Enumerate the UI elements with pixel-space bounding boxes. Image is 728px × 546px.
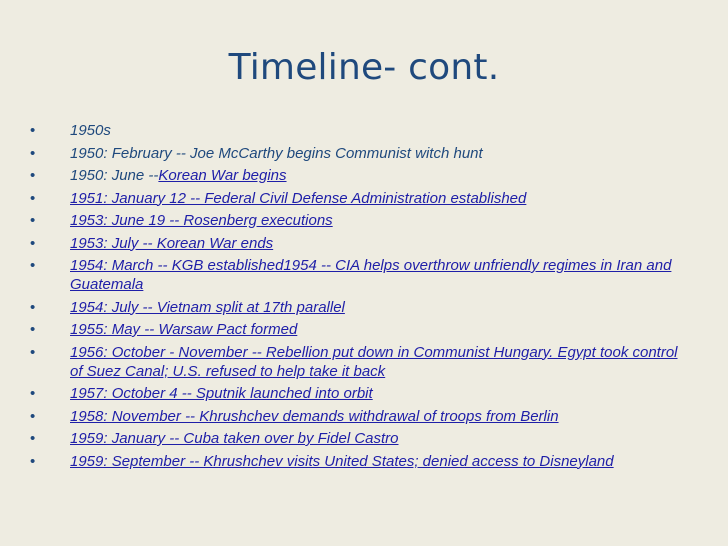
item-link[interactable]: 1954: July -- Vietnam split at 17th parallel — [70, 298, 345, 316]
bullet-icon: • — [30, 212, 36, 229]
item-text: 1950: February -- Joe McCarthy begins Communist witch hunt — [70, 144, 483, 162]
bullet-icon: • — [30, 234, 36, 252]
item-text: 1950s — [70, 122, 111, 139]
item-link[interactable]: 1954: March -- KGB established1954 -- CIA helps overthrow unfriendly regimes in Iran and Guatemala — [70, 257, 672, 293]
bullet-icon: • — [30, 321, 36, 338]
list-item — [30, 452, 690, 471]
list-item — [30, 211, 690, 230]
list-item — [30, 298, 690, 317]
list-item — [30, 121, 690, 140]
item-link[interactable]: 1953: July -- Korean War ends — [70, 234, 274, 252]
item-link[interactable]: 1957: October 4 -- Sputnik launched into orbit — [70, 385, 373, 402]
list-item — [30, 144, 690, 163]
item-link[interactable]: 1959: September -- Khrushchev visits United States; denied access to Disneyland — [70, 452, 614, 470]
bullet-icon: • — [30, 430, 36, 447]
item-link[interactable]: 1958: November -- Khrushchev demands withdrawal of troops from Berlin — [70, 407, 559, 425]
list-item — [30, 320, 690, 339]
list-item — [30, 343, 690, 381]
list-item — [30, 256, 690, 294]
slide-title: Timeline- cont. — [228, 47, 500, 88]
list-item — [30, 234, 690, 253]
item-text: 1950: June -- — [70, 167, 159, 184]
bullet-icon: • — [30, 144, 36, 162]
bullet-icon: • — [30, 167, 36, 184]
item-link[interactable]: 1955: May -- Warsaw Pact formed — [70, 321, 298, 338]
item-link[interactable]: 1956: October - November -- Rebellion put down in Communist Hungary. Egypt took control of Suez Canal; U.S. refused to help take it back — [70, 343, 678, 380]
list-item — [30, 384, 690, 403]
bullet-icon: • — [30, 122, 36, 139]
bullet-icon: • — [30, 452, 36, 470]
bullet-icon: • — [30, 407, 36, 425]
item-link[interactable]: 1951: January 12 -- Federal Civil Defense Administration established — [70, 189, 527, 207]
bullet-icon: • — [30, 189, 36, 207]
item-link[interactable]: Korean War begins — [158, 167, 287, 184]
list-item — [30, 166, 690, 185]
item-link[interactable]: 1959: January -- Cuba taken over by Fidel Castro — [70, 430, 399, 447]
bullet-icon: • — [30, 298, 36, 316]
list-item — [30, 407, 690, 426]
bullet-icon: • — [30, 257, 36, 274]
timeline-list — [30, 121, 690, 474]
item-link[interactable]: 1953: June 19 -- Rosenberg executions — [70, 212, 333, 229]
list-item — [30, 189, 690, 208]
bullet-icon: • — [30, 385, 36, 402]
list-item — [30, 429, 690, 448]
bullet-icon: • — [30, 343, 36, 361]
